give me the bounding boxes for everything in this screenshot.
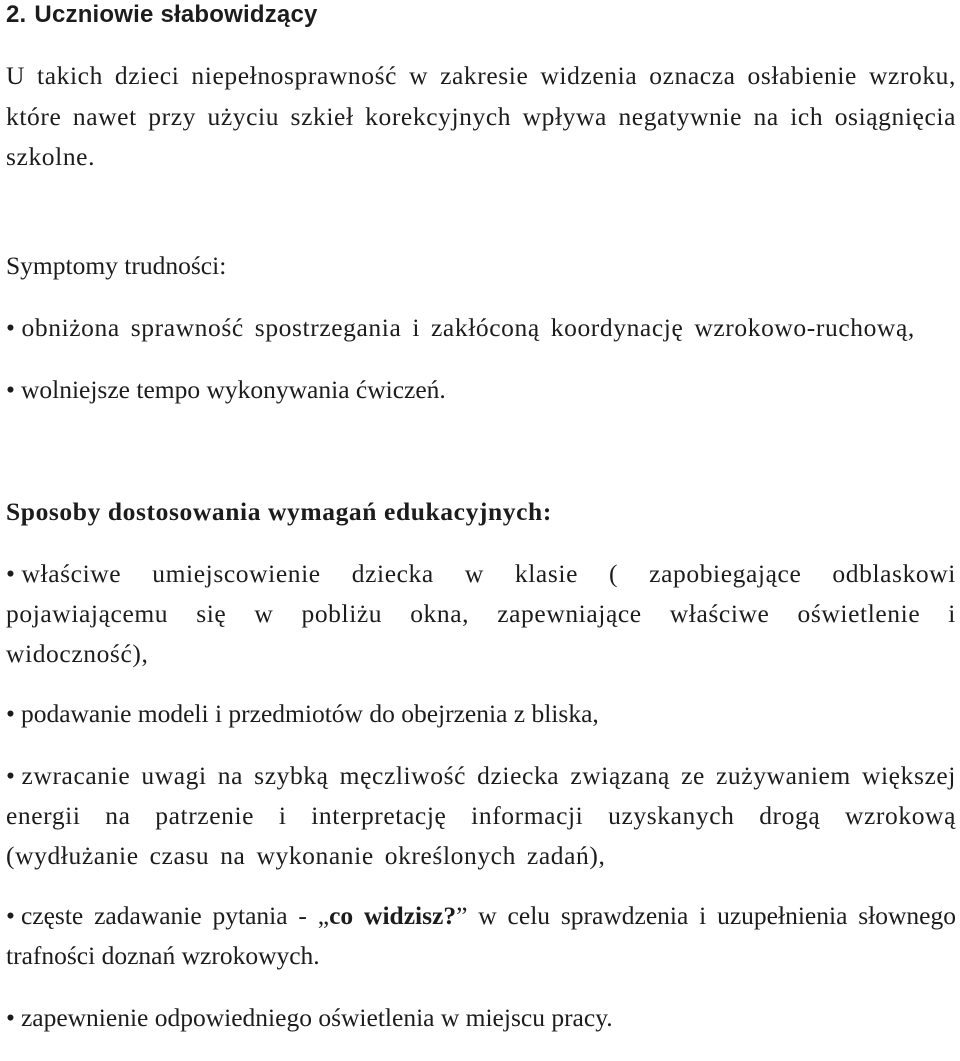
bullet-icon: • [6, 698, 15, 728]
section-heading [6, 0, 956, 30]
document-page [6, 0, 956, 1038]
list-item [6, 998, 956, 1038]
list-item [6, 896, 956, 976]
bullet-icon: • [6, 1002, 15, 1032]
question-after: ” w celu sprawdzenia i uzupełnienia słownego trafności doznań wzrokowych. [6, 900, 956, 970]
bullet-icon: • [6, 558, 16, 588]
bullet-icon: • [6, 374, 15, 404]
question-before: częste zadawanie pytania - „ [20, 900, 330, 930]
question-bold: co widzisz? [329, 900, 457, 930]
list-item [6, 694, 956, 734]
list-item [6, 370, 956, 410]
bullet-icon: • [6, 900, 15, 930]
list-item-text: zwracanie uwagi na szybką męczliwość dziecka związaną ze zużywaniem większej energii na patrzenie i interpretację informacji uzyskanych drogą wzrokową (wydłużanie czasu na wykonanie określonych zadań), [6, 760, 956, 870]
list-item-text: wolniejsze tempo wykonywania ćwiczeń. [20, 374, 446, 404]
list-item-text: właściwe umiejscowienie dziecka w klasie ( zapobiegające odblaskowi pojawiającemu się w pobliżu okna, zapewniające właściwe oświetlenie i widoczność), [6, 558, 956, 668]
section-number: 2. [6, 1, 27, 28]
list-item-text: obniżona sprawność spostrzegania i zakłóconą koordynację wzrokowo-ruchową, [21, 312, 915, 342]
adaptations-list [6, 554, 956, 1038]
symptoms-heading: Symptomy trudności: [6, 250, 227, 280]
adaptations-heading: Sposoby dostosowania wymagań edukacyjnych: [6, 496, 552, 526]
list-item-text: podawanie modeli i przedmiotów do obejrzenia z bliska, [20, 698, 599, 728]
list-item [6, 308, 956, 348]
list-item [6, 756, 956, 876]
list-item-text: zapewnienie odpowiedniego oświetlenia w miejscu pracy. [20, 1002, 613, 1032]
bullet-icon: • [6, 312, 16, 342]
list-item [6, 554, 956, 674]
intro-paragraph: U takich dzieci niepełnosprawność w zakresie widzenia oznacza osłabienie wzroku, które nawet przy użyciu szkieł korekcyjnych wpływa negatywnie na ich osiągnięcia szkolne. [6, 61, 956, 171]
bullet-icon: • [6, 760, 16, 790]
section-title: Uczniowie słabowidzący [34, 1, 318, 28]
symptoms-list [6, 308, 956, 410]
